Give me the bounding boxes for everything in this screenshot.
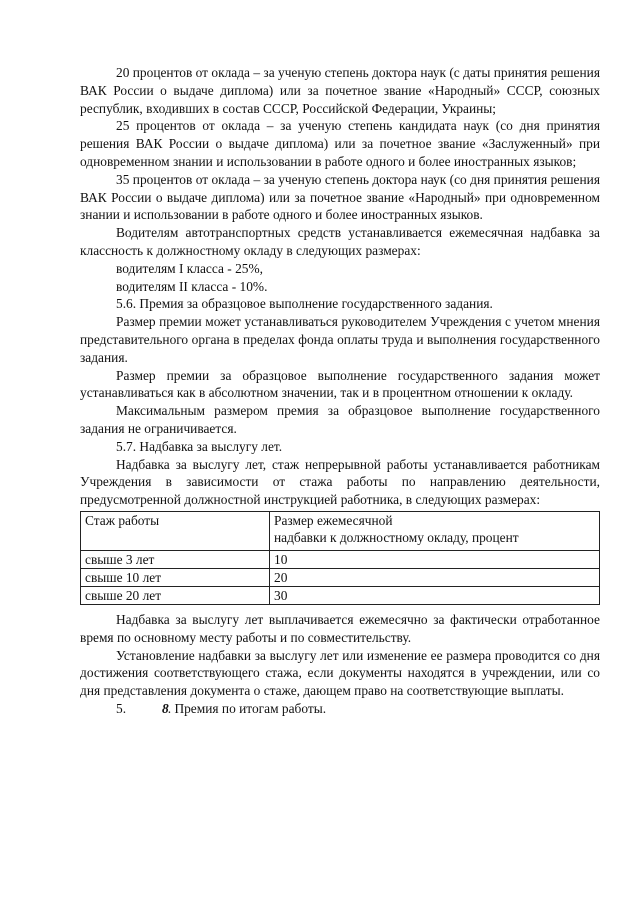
section-5-8-heading	[80, 700, 600, 718]
table-header-amount	[270, 511, 600, 550]
document-page	[80, 64, 600, 718]
section-5-6-para-2: Размер премии за образцовое выполнение государственного задания может устанавливаться как в абсолютном значении, так и в процентном отношении к окладу.	[80, 367, 600, 401]
driver-rate-class-1: водителям I класса - 25%,	[116, 260, 263, 276]
section-5-7-para-1: Надбавка за выслугу лет, стаж непрерывной работы устанавливается работникам Учреждения в зависимости от стажа работы по направлению деятельности, предусмотренной должностной инструкцией работника, в следующих размерах:	[80, 456, 600, 508]
section-5-7-heading: 5.7. Надбавка за выслугу лет.	[116, 438, 283, 454]
table-header-amount-line-2: надбавки к должностному окладу, процент	[274, 529, 519, 545]
section-5-8-handwritten-number: 8	[162, 700, 168, 716]
table-cell-experience: свыше 20 лет	[81, 586, 270, 604]
table-cell-percent: 10	[270, 550, 600, 568]
table-header-row	[81, 511, 600, 550]
table-row	[81, 550, 600, 568]
table-header-amount-line-1: Размер ежемесячной	[274, 512, 393, 528]
table-cell-percent: 20	[270, 568, 600, 586]
paragraph-doctor-20: 20 процентов от оклада – за ученую степень доктора наук (с даты принятия решения ВАК России о выдаче диплома) или за почетное звание «Народный» СССР, союзных республик, входивших в состав СССР, Российской Федерации, Украины;	[80, 65, 600, 116]
table-cell-percent: 30	[270, 586, 600, 604]
table-cell-experience: свыше 3 лет	[81, 550, 270, 568]
driver-rate-class-2: водителям II класса - 10%.	[116, 278, 268, 294]
paragraph-candidate-25: 25 процентов от оклада – за ученую степень кандидата наук (со дня принятия решения ВАК России о выдаче диплома) или за почетное звание «Заслуженный» при одновременном знании и использовании в работе одного и более иностранных языков;	[80, 118, 600, 169]
paragraph-doctor-35: 35 процентов от оклада – за ученую степень доктора наук (со дня принятия решения ВАК России о выдаче диплома) или за почетное звание «Народный» при одновременном знании и использовании в работе одного и более иностранных языков.	[80, 171, 600, 223]
paragraph-drivers: Водителям автотранспортных средств устанавливается ежемесячная надбавка за классность к должностному окладу в следующих размерах:	[80, 225, 600, 258]
paragraph-seniority-change: Установление надбавки за выслугу лет или изменение ее размера проводится со дня достижения соответствующего стажа, если документы находятся в учреждении, или со дня представления документа о стаже, дающем право на соответствующие выплаты.	[80, 647, 600, 699]
section-5-8-prefix: 5.	[116, 700, 127, 716]
table-row	[81, 586, 600, 604]
section-5-6-heading: 5.6. Премия за образцовое выполнение государственного задания.	[116, 296, 493, 312]
seniority-table	[80, 511, 600, 605]
section-5-6-para-3: Максимальным размером премия за образцовое выполнение государственного задания не ограничивается.	[80, 403, 600, 436]
table-header-experience: Стаж работы	[81, 511, 270, 550]
paragraph-seniority-payment: Надбавка за выслугу лет выплачивается ежемесячно за фактически отработанное время по основному месту работы и по совместительству.	[80, 611, 600, 645]
section-5-6-para-1: Размер премии может устанавливаться руководителем Учреждения с учетом мнения представительного органа в пределах фонда оплаты труда и выполнения государственного задания.	[80, 314, 600, 365]
table-cell-experience: свыше 10 лет	[81, 568, 270, 586]
section-5-8-title: . Премия по итогам работы.	[167, 700, 327, 716]
table-row	[81, 568, 600, 586]
